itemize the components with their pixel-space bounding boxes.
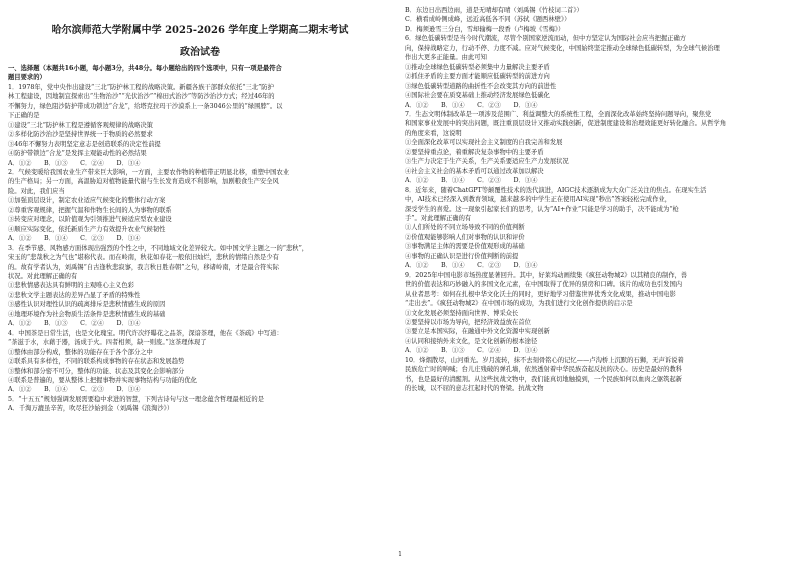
- text-line: ④国际社会要在质变基础上推动经济发展绿色低碳化: [405, 92, 550, 100]
- text-line: ②抓住矛盾的主要方面才能顺应低碳转型的前进方向: [405, 73, 550, 81]
- text-line: ④事物的正确认识是进行价值判断的前提: [405, 252, 519, 260]
- text-line: ②联系具有多样性，不同的联系构成事物的存在状态和发展趋势: [8, 358, 185, 366]
- text-line: ④地理环境作为社会物质生活条件是悲秋情感生成的基础: [8, 310, 166, 318]
- text-line: 深受学生的喜爱。这一现象引起家长们的思考，认为“AI+作业”只能是学习的助手，决不能成为“枪: [405, 205, 679, 213]
- text-line: 题目要求的）: [8, 74, 46, 82]
- text-line: A．①② B．①④ C．②③ D．③④: [405, 177, 538, 185]
- text-line: 7．生态文明体制改革是一项涉及范围广、利益调整大的系统性工程，全面深化改革始终坚持问题导向，聚焦党: [405, 110, 712, 118]
- text-line: ④联系是普遍的，要从整体上把握事物并实现事物结构与功能的优化: [8, 376, 197, 384]
- text-line: ③绿色低碳转型道路的曲折性不会改变其方向的前进性: [405, 82, 557, 90]
- text-line: ④顺应实际变化，依托新质生产力有效提升农业气候韧性: [8, 225, 166, 233]
- text-line: 的角度来看，这说明: [405, 129, 462, 137]
- text-line: 8．近年来，随着ChatGPT等颠覆性技术的迭代演进，AIGC技术逐渐成为大众广泛关注的焦点。在现实生活: [405, 186, 707, 194]
- text-line: 和国家事业发展中的突出问题，既注重顶层设计又推动实践创新，促进制度建设和治理效能更好转化融合。从哲学角: [405, 120, 727, 128]
- text-line: D．梅须逊雪三分白，雪却输梅一段香（卢梅坡《雪梅》）: [405, 25, 565, 33]
- text-line: 林工程建设，因地制宜探索出“生物治沙”“光伏治沙”“棉田式治沙”等防沙治沙方式；经过46年的: [8, 93, 275, 101]
- text-line: A．①② B．①③ C．②④ D．③④: [405, 347, 538, 355]
- text-line: 险。对此，我们应当: [8, 187, 65, 195]
- text-line: A．①② B．①④ C．②③ D．③④: [405, 101, 538, 109]
- text-line: 中，AI技术已经深入到教育领域，越来越多的中学生正在使用AI实现“秒出”答案轻松完成作业，: [405, 196, 672, 204]
- text-line: 5．“十五五”规划强调发展需要稳中求进的智慧，下列古诗句与这一理念蕴含哲理最相近的是: [8, 395, 265, 403]
- text-line: “走出去”。《疯狂动物城2》在中国市场的成功，为我们进行文化创作提供的启示是: [405, 300, 633, 308]
- text-line: 的生产格局；另一方面，高温胁迫对植物能量代谢与生长发育造成不利影响，加剧粮食生产安全风: [8, 178, 279, 186]
- text-line: ①推动全球绿色低碳转型必须集中力量解决主要矛盾: [405, 63, 550, 71]
- text-line: ③要立足本国实际，在融通中外文化资源中实现创新: [405, 328, 550, 336]
- text-line: ②尊重客观规律，把握气温和作物生长间的人为事物的联系: [8, 206, 172, 214]
- text-line: ①文化发展必须坚持面向世界、博采众长: [405, 309, 519, 317]
- text-line: ②价值观能够影响人们对事物的认识和评价: [405, 233, 525, 241]
- text-line: ①加强顶层设计，制定农业适应气候变化的整体行动方案: [8, 197, 166, 205]
- text-line: 2．气候变暖给我国农业生产带来巨大影响，一方面，主要农作物的种植带正明显北移，重塑中国农业: [8, 168, 290, 176]
- text-line: A．①② B．①④ C．②③ D．③④: [8, 386, 141, 394]
- text-line: 向，保持战略定力，行动不停、力度不减。应对气候变化，中国始终坚定推动全球绿色低碳转型，为全球气候治理: [405, 44, 720, 52]
- text-line: 手”。对此理解正确的有: [405, 214, 472, 222]
- text-line: A．①② B．①④ C．②③ D．③④: [405, 262, 538, 270]
- text-line: 一、选择题（本题共16小题，每小题3分，共48分。每小题给出的四个选项中，只有一项是最符合: [8, 65, 282, 72]
- text-line: ①建设“三北”防护林工程是遵循客观规律的战略决策: [8, 121, 153, 129]
- text-line: ①悲秋情感表达具有鲜明的主观唯心主义色彩: [8, 282, 134, 290]
- text-line: ④防护带锁边“合龙”是发挥主观能动性的必然结果: [8, 150, 147, 158]
- text-line: ③整体和部分密不可分，整体的功能、状态及其变化会影响部分: [8, 367, 185, 375]
- text-line: ②要坚持重点论，着重解决复杂事物中的主要矛盾: [405, 148, 544, 156]
- text-line: 不懈努力，绿色阻沙防护带成功锁边“合龙”，给塔克拉玛干沙漠系上一条3046公里的“绿围脖”。以: [8, 102, 283, 110]
- text-line: ①全面深化改革可以实现社会主义制度的自我完善和发展: [405, 139, 563, 147]
- text-line: ②要坚持以市场为导向，把经济效益放在首位: [405, 318, 531, 326]
- text-line: 下正确的是: [8, 112, 40, 120]
- right-column: [405, 6, 793, 554]
- text-line: 1．1978年，党中央作出建设“三北”防护林工程的战略决策。新疆各族干部群众依托“三北”防护: [8, 83, 274, 91]
- text-line: 6．绿色低碳转型是当今时代潮流，尽管个别国家逆流而动，但中方坚定认为国际社会应当把握正确方: [405, 35, 687, 43]
- text-line: ④社会主义社会的基本矛盾可以通过改革加以解决: [405, 167, 544, 175]
- text-line: 10．烽烟散尽，山河重光。岁月流转，抹不去刻骨铭心的记忆——卢沟桥上沉默的石狮，无声诉说着: [405, 356, 684, 364]
- text-line: ③46年不懈努力表明坚定意志是创造联系的决定性前提: [8, 140, 161, 148]
- left-column: [8, 6, 392, 536]
- text-line: ②多样化防沙治沙是坚持世界统一于物质的必然要求: [8, 131, 153, 139]
- text-line: ③事物满足主体的需要是价值观形成的基础: [405, 243, 525, 251]
- text-line: ②悲秋文学主题表达的差异凸显了矛盾的特殊性: [8, 291, 141, 299]
- text-line: 3．在季节感、风物感方面体现出强烈的个性之中，不同地域文化差异较大。如中国文学主题之一的“悲秋”，: [8, 244, 309, 252]
- page-number: 1: [398, 551, 402, 558]
- text-line: 书，也是最好的清醒剂。从这些抗战文物中，我们能真切地触摸到，一个民族如何以血肉之躯筑起新: [405, 375, 683, 383]
- left-text-lines: [8, 64, 392, 414]
- text-line: 世的价值表达和巧妙融入的多国文化元素，在中国取得了优异的票房和口碑。该片的成功也引发国内: [405, 281, 683, 289]
- text-line: ④认同和接纳外来文化，是文化创新的根本途径: [405, 337, 538, 345]
- text-line: 从业者思考：如何在扎根中华文化沃土的同时，更好地学习借鉴世界优秀文化成果，推动中国电影: [405, 290, 676, 298]
- text-line: 的长城，以不屈的意志扛起时代的脊梁。抗战文物: [405, 385, 544, 393]
- text-line: A．①② B．①③ C．②④ D．③④: [8, 159, 141, 167]
- right-text-lines: [405, 6, 793, 394]
- exam-title: 哈尔滨师范大学附属中学 2025-2026 学年度上学期高二期末考试: [51, 25, 349, 36]
- text-line: B．东边日出西边雨，道是无晴却有晴（刘禹锡《竹枝词二首》）: [405, 7, 583, 14]
- text-line: 9．2025年中国电影市场热度显著回升。其中，好莱坞动画续集《疯狂动物城2》以其精良的制作，兽: [405, 271, 688, 279]
- text-line: ③转变应对理念，以阶值观为引领推进气候适应型农业建设: [8, 216, 172, 224]
- text-line: ①整体由部分构成，整体的功能存在于各个部分之中: [8, 348, 153, 356]
- text-line: 的。故有学者认为，刘禹锡“自古逢秋悲寂寥，我言秋日胜春朝”之句，移诸岭南，才是最合符实际: [8, 263, 279, 271]
- text-line: ③生产力决定于生产关系，生产关系要适应生产力发展状况: [405, 158, 569, 166]
- text-line: “茶滋于水，水藉于器，汤成于火。四者相须，缺一则废。”这茶理体现了: [8, 339, 207, 347]
- text-line: C．横看成岭侧成峰，远近高低各不同（苏轼《题西林壁》）: [405, 16, 571, 24]
- text-line: ①人们所处的不同立场导致不同的价值判断: [405, 224, 525, 232]
- text-line: A．①② B．①④ C．②③ D．③④: [8, 235, 141, 243]
- subject-title: 政治试卷: [180, 47, 220, 58]
- text-line: A．①② B．①③ C．②④ D．③④: [8, 320, 141, 328]
- text-line: 宋玉的“悲哉秋之为气也”堪称代表。而在岭南，秋花如春花一般依旧灿烂，悲秋的情绪自然是少有: [8, 254, 279, 262]
- text-line: 作出大更多正能量。由此可知: [405, 54, 487, 62]
- text-line: 4．中国茶是日常生活，也是文化瑰宝。明代许次纾曝花之品茶，深谙茶理，他在《茶疏》中写道：: [8, 329, 283, 337]
- text-line: A．千淘万漉虽辛苦，吹尽狂沙始到金（刘禹锡《浪淘沙》）: [8, 405, 174, 413]
- text-line: 状况。对此理解正确的有: [8, 272, 78, 280]
- text-line: 民族危亡时的呐喊；台儿庄残破的弹孔墙，依然透射着中华民族奋起反抗的决心。历史是最好的教科: [405, 366, 683, 374]
- text-line: ③感性认识对理性认识的疏离排斥是悲秋情感生成的原因: [8, 301, 166, 309]
